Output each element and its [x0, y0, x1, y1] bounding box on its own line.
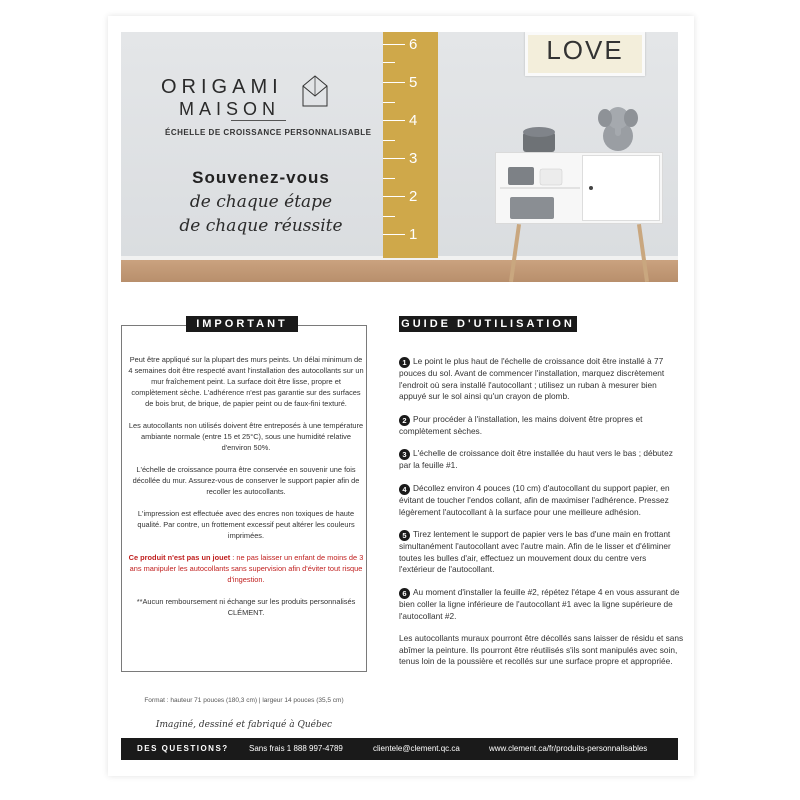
important-paragraph: L'impression est effectuée avec des encres non toxiques de haute qualité. Par contre, un frottement excessif peut altérer les couleurs imprimées. [137, 509, 355, 540]
important-paragraph: L'échelle de croissance pourra être conservée en souvenir une fois décollée du mur. Assurez-vous de conserver le support papier afin de recoller les autocollants. [132, 465, 360, 496]
important-paragraph: Les autocollants non utilisés doivent être entreposés à une température ambiante normale (entre 15 et 25°C), sous une humidité relative d'environ 50%. [128, 421, 364, 452]
guide-closing: Les autocollants muraux pourront être décollés sans laisser de résidu et sans abîmer la peinture. Ils pourront être réutilisés s'ils sont manipulés avec soin, tenus loin de la poussière et recollés sur une surface propre et appropriée. [399, 633, 684, 667]
guide-title: GUIDE D'UTILISATION [399, 316, 577, 332]
made-in-quebec: Imaginé, dessiné et fabriqué à Québec [155, 720, 333, 730]
script-line-2: de chaque réussite [179, 216, 343, 236]
origami-envelope-icon [301, 74, 329, 108]
ruler-number: 6 [409, 36, 418, 53]
important-text [128, 354, 364, 629]
cabinet [495, 152, 663, 224]
elephant-plush-icon [595, 102, 641, 154]
step-text: L'échelle de croissance doit être installée du haut vers le bas ; débutez par la feuille #1. [399, 448, 673, 471]
safety-warning [128, 552, 364, 585]
headline: Souvenez-vous [192, 168, 330, 187]
ruler-number: 1 [409, 226, 418, 243]
cabinet-door [582, 155, 660, 221]
warning-bold: Ce produit n'est pas un jouet [128, 553, 231, 562]
ruler-number: 2 [409, 188, 418, 205]
love-poster [525, 32, 645, 76]
step-number-badge: 4 [399, 484, 410, 495]
poster-text: LOVE [546, 35, 624, 65]
guide-step [399, 587, 684, 622]
step-text: Le point le plus haut de l'échelle de croissance doit être installé à 77 pouces du sol. Avant de commencer l'installation, marquez discrètement l'endroit où sera installé l'autocollant ; utilisez un ruban à mesurer bien appuyé sur le sol ainsi qu'un crayon de plomb. [399, 356, 665, 402]
ruler-number: 4 [409, 112, 418, 129]
floor [121, 260, 678, 282]
footer-questions: DES QUESTIONS? [137, 744, 229, 753]
step-text: Tirez lentement le support de papier vers le bas d'une main en frottant simultanément l'autocollant avec l'autre main. Afin de le lisser et d'éliminer toutes les bulles d'air, effectuez un mouvement doux du centre vers l'extérieur de l'autocollant. [399, 529, 671, 575]
script-line-1: de chaque étape [189, 192, 333, 212]
guide-step [399, 414, 684, 438]
important-paragraph: **Aucun remboursement ni échange sur les produits personnalisés CLÉMENT. [136, 597, 356, 617]
step-text: Décollez environ 4 pouces (10 cm) d'autocollant du support papier, en évitant de toucher l'endos collant, afin de maximiser l'adhérence. Pressez légèrement l'autocollant à la surface pour une meilleure adhésion. [399, 482, 670, 517]
step-number-badge: 6 [399, 588, 410, 599]
step-text: Pour procéder à l'installation, les mains doivent être propres et complètement sèches. [399, 413, 643, 436]
step-number-badge: 2 [399, 415, 410, 426]
format-dimensions: Format : hauteur 71 pouces (180,3 cm) | largeur 14 pouces (35,5 cm) [144, 697, 344, 704]
step-text: Au moment d'installer la feuille #2, répétez l'étape 4 en vous assurant de bien coller la ligne inférieure de l'autocollant #1 avec la ligne supérieure de l'autocollant #2. [399, 586, 680, 621]
important-title: IMPORTANT [186, 316, 298, 332]
ruler-number: 3 [409, 150, 418, 167]
brand-rule [231, 120, 286, 121]
guide-step [399, 356, 684, 403]
step-number-badge: 1 [399, 357, 410, 368]
footer-phone[interactable]: Sans frais 1 888 997-4789 [249, 744, 343, 753]
brand-line1: ORIGAMI [161, 76, 283, 98]
step-number-badge: 3 [399, 449, 410, 460]
brand-subtitle: ÉCHELLE DE CROISSANCE PERSONNALISABLE [165, 128, 372, 137]
guide-step [399, 529, 684, 576]
footer-email-link[interactable]: clientele@clement.qc.ca [373, 744, 460, 753]
basket-icon [506, 161, 566, 187]
growth-ruler [383, 32, 438, 258]
footer-bar [121, 738, 678, 760]
guide-steps [399, 356, 684, 679]
hat-box-icon [519, 124, 559, 154]
ruler-number: 5 [409, 74, 418, 91]
guide-step [399, 448, 684, 472]
brand-line2: MAISON [179, 99, 281, 119]
hero-photo [121, 32, 678, 282]
instruction-sheet [108, 16, 694, 776]
warning-rest: : ne pas laisser un enfant de moins de 3 ans manipuler les autocollants sans supervision afin d'éviter tout risque d'ingestion. [129, 553, 364, 584]
storage-box-icon [506, 193, 566, 221]
guide-step [399, 483, 684, 518]
step-number-badge: 5 [399, 530, 410, 541]
footer-url-link[interactable]: www.clement.ca/fr/produits-personnalisables [489, 744, 648, 753]
important-paragraph: Peut être appliqué sur la plupart des murs peints. Un délai minimum de 4 semaines doit être respecté avant l'installation des autocollants sur un mur fraîchement peint. La surface doit être lisse, propre et complètement sèche. L'adhérence n'est pas garantie sur des surfaces de bois brut, de brique, de papier peint ou de faux-fini texturé. [128, 355, 364, 408]
